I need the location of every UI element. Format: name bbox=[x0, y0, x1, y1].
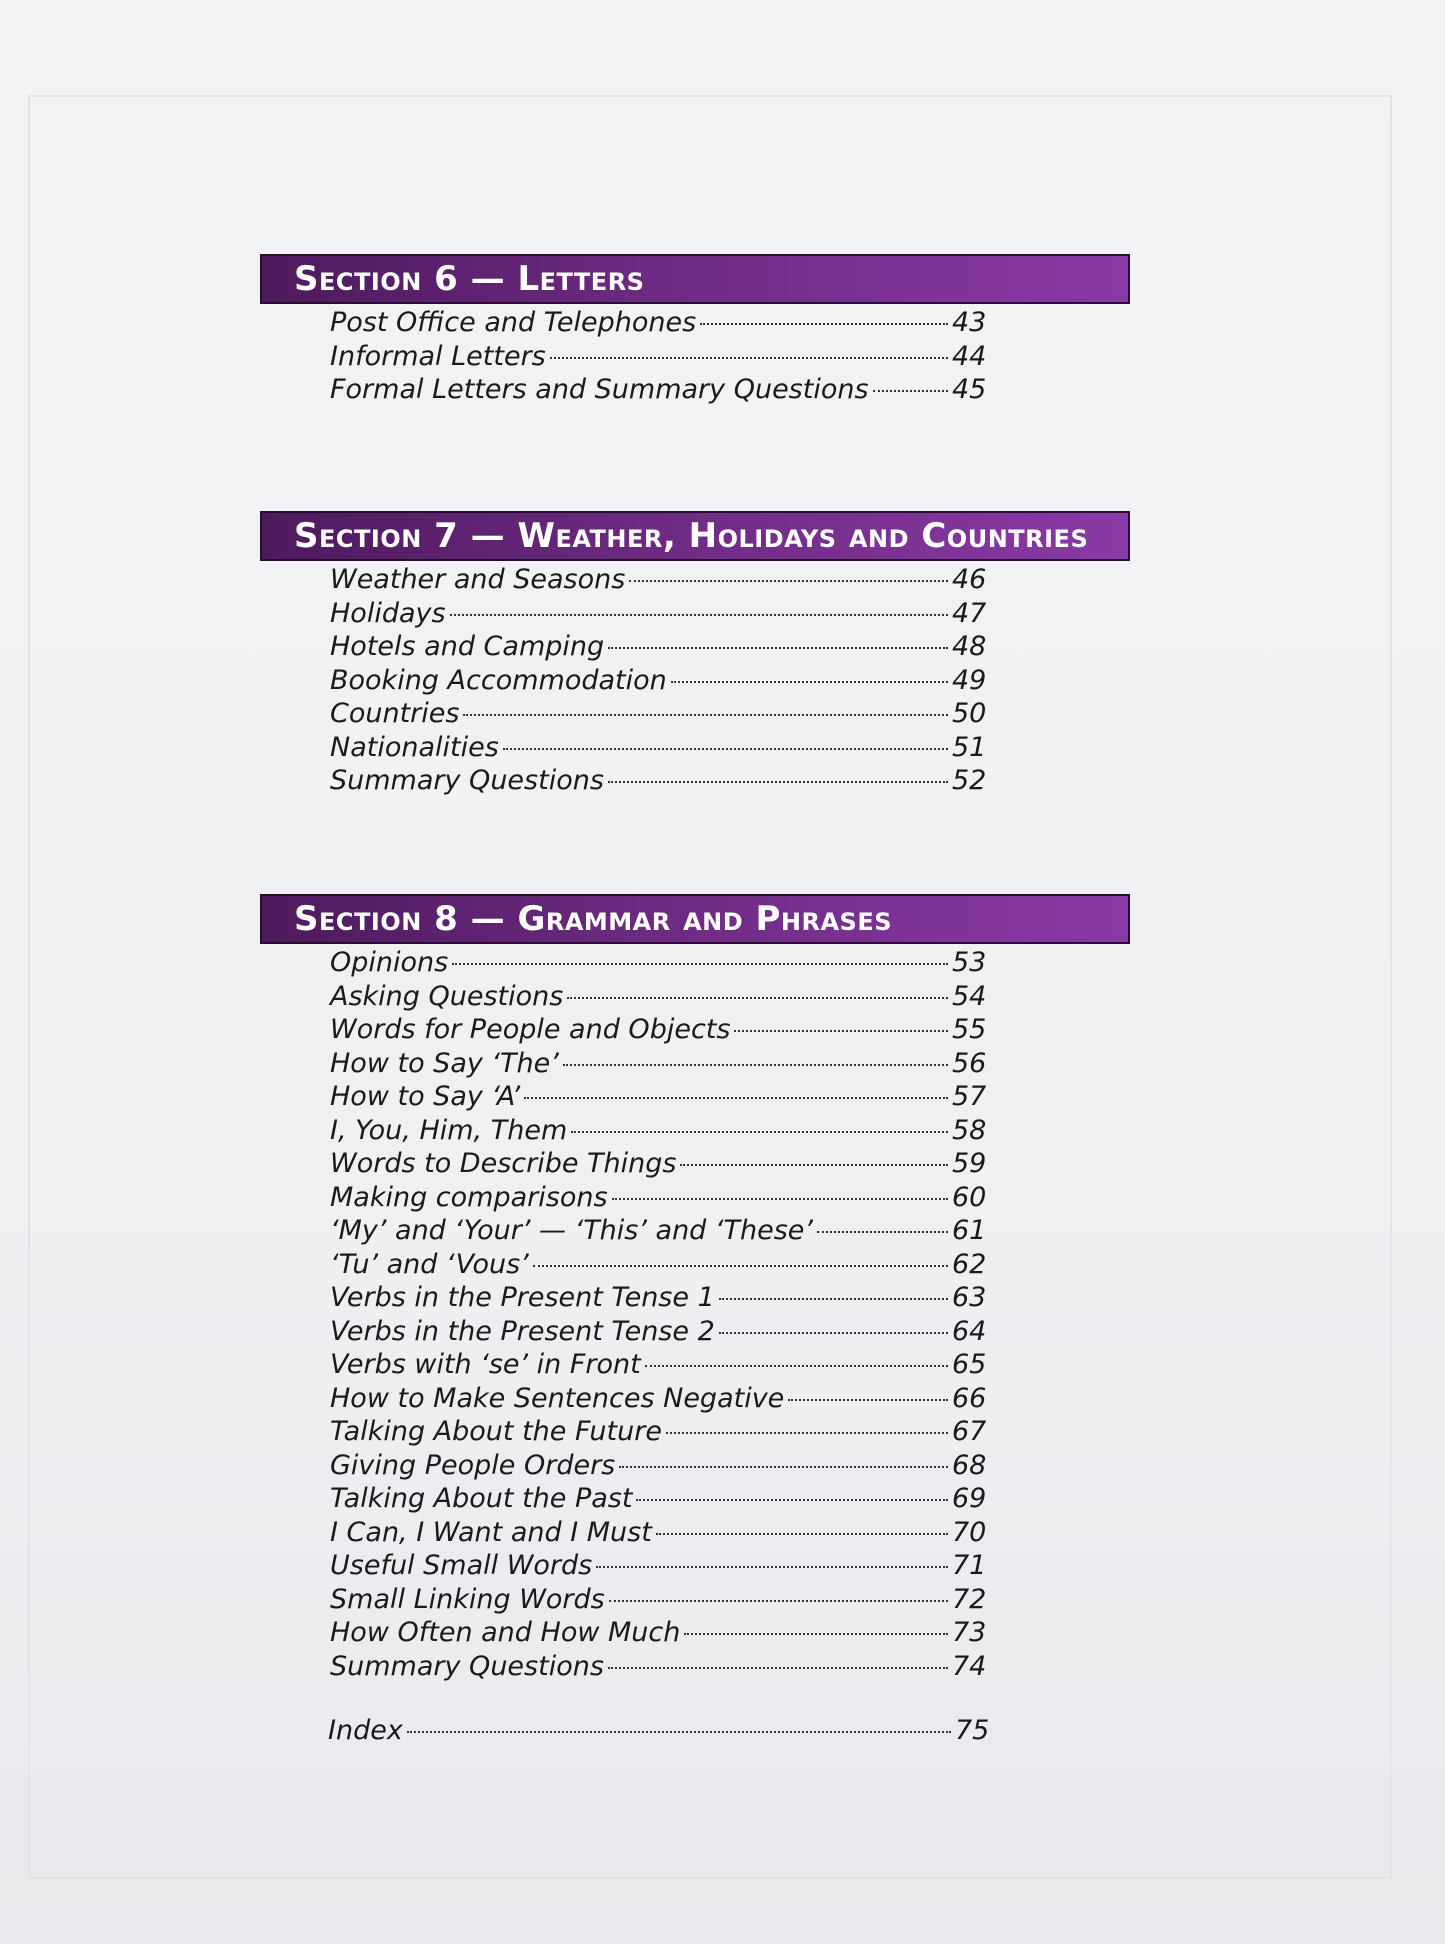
entry-page: 46 bbox=[952, 564, 987, 595]
section-heading: Section 6 — Letters bbox=[260, 254, 1130, 304]
entry-page: 74 bbox=[952, 1650, 987, 1682]
entry-page: 52 bbox=[952, 765, 987, 796]
toc-entry[interactable] bbox=[330, 665, 990, 699]
entry-title: Formal Letters and Summary Questions bbox=[330, 374, 869, 405]
section-entries bbox=[330, 564, 990, 799]
entry-page: 53 bbox=[952, 947, 987, 978]
dot-leader bbox=[608, 781, 948, 783]
section-heading: Section 8 — Grammar and Phrases bbox=[260, 894, 1130, 944]
toc-entry[interactable] bbox=[330, 1182, 990, 1216]
toc-entry[interactable] bbox=[330, 564, 990, 598]
toc-entry[interactable] bbox=[330, 1081, 990, 1115]
entry-title: Making comparisons bbox=[330, 1181, 608, 1213]
entry-page: 55 bbox=[952, 1014, 987, 1045]
toc-entry[interactable] bbox=[330, 698, 990, 732]
section-entries bbox=[330, 947, 990, 1684]
dot-leader bbox=[608, 1667, 948, 1669]
toc-entry[interactable] bbox=[330, 947, 990, 981]
toc-entry[interactable] bbox=[330, 1014, 990, 1048]
entry-page: 64 bbox=[952, 1315, 987, 1347]
section-6 bbox=[260, 254, 1130, 408]
entry-title: Countries bbox=[330, 698, 460, 729]
entry-page: 71 bbox=[952, 1550, 987, 1581]
entry-page: 70 bbox=[952, 1516, 987, 1548]
entry-page: 54 bbox=[952, 980, 987, 1012]
dot-leader bbox=[533, 1265, 948, 1267]
dot-leader bbox=[629, 580, 948, 582]
index-entry-wrapper bbox=[328, 1715, 993, 1749]
entry-title: Nationalities bbox=[330, 731, 499, 763]
dot-leader bbox=[636, 1499, 948, 1501]
entry-page: 45 bbox=[952, 374, 987, 405]
dot-leader bbox=[656, 1533, 948, 1535]
entry-page: 49 bbox=[952, 664, 987, 696]
entry-title: Summary Questions bbox=[330, 1650, 604, 1682]
dot-leader bbox=[463, 714, 948, 716]
entry-title: Post Office and Telephones bbox=[330, 307, 697, 338]
dot-leader bbox=[671, 681, 948, 683]
dot-leader bbox=[619, 1466, 948, 1468]
entry-page: 48 bbox=[952, 631, 987, 662]
entry-title: Talking About the Past bbox=[330, 1483, 633, 1514]
entry-page: 50 bbox=[952, 698, 987, 729]
entry-page: 75 bbox=[955, 1715, 990, 1746]
dot-leader bbox=[450, 614, 948, 616]
dot-leader bbox=[684, 1633, 948, 1635]
toc-entry[interactable] bbox=[330, 307, 990, 341]
entry-title: Small Linking Words bbox=[330, 1583, 605, 1615]
section-entries bbox=[330, 307, 990, 408]
toc-entry[interactable] bbox=[330, 1483, 990, 1517]
toc-entry[interactable] bbox=[330, 1383, 990, 1417]
entry-page: 57 bbox=[952, 1081, 987, 1112]
toc-entry[interactable] bbox=[330, 1249, 990, 1283]
entry-title: Weather and Seasons bbox=[330, 564, 626, 595]
toc-entry[interactable] bbox=[330, 1148, 990, 1182]
section-7 bbox=[260, 511, 1130, 799]
entry-title: Booking Accommodation bbox=[330, 664, 667, 696]
entry-page: 67 bbox=[952, 1416, 987, 1447]
toc-entry[interactable] bbox=[330, 1316, 990, 1350]
dot-leader bbox=[407, 1731, 951, 1733]
toc-entry[interactable] bbox=[330, 1584, 990, 1618]
entry-title: I, You, Him, Them bbox=[330, 1114, 568, 1146]
dot-leader bbox=[550, 357, 948, 359]
entry-title: How to Say ‘A’ bbox=[330, 1081, 521, 1112]
dot-leader bbox=[680, 1164, 948, 1166]
dot-leader bbox=[567, 997, 948, 999]
dot-leader bbox=[452, 963, 948, 965]
entry-page: 43 bbox=[952, 307, 987, 338]
dot-leader bbox=[645, 1365, 948, 1367]
entry-title: Asking Questions bbox=[330, 980, 564, 1012]
entry-title: Verbs in the Present Tense 2 bbox=[330, 1315, 715, 1347]
entry-title: Verbs in the Present Tense 1 bbox=[330, 1282, 715, 1313]
entry-title: ‘My’ and ‘Your’ — ‘This’ and ‘These’ bbox=[330, 1215, 813, 1246]
entry-title: Giving People Orders bbox=[330, 1449, 616, 1481]
entry-title: Talking About the Future bbox=[330, 1416, 662, 1447]
entry-title: How to Say ‘The’ bbox=[330, 1047, 559, 1079]
toc-entry[interactable] bbox=[330, 765, 990, 799]
toc-entry[interactable] bbox=[330, 1115, 990, 1149]
index-entry[interactable] bbox=[328, 1715, 993, 1749]
dot-leader bbox=[719, 1332, 948, 1334]
dot-leader bbox=[524, 1097, 948, 1099]
dot-leader bbox=[571, 1131, 948, 1133]
dot-leader bbox=[700, 323, 948, 325]
toc-entry[interactable] bbox=[330, 598, 990, 632]
entry-page: 61 bbox=[952, 1215, 987, 1246]
dot-leader bbox=[612, 1198, 948, 1200]
entry-title: Index bbox=[328, 1715, 403, 1746]
toc-entry[interactable] bbox=[330, 981, 990, 1015]
entry-title: ‘Tu’ and ‘Vous’ bbox=[330, 1248, 529, 1280]
toc-entry[interactable] bbox=[330, 1450, 990, 1484]
entry-page: 69 bbox=[952, 1483, 987, 1514]
entry-page: 73 bbox=[952, 1617, 987, 1648]
toc-entry[interactable] bbox=[330, 374, 990, 408]
entry-page: 66 bbox=[952, 1382, 987, 1414]
toc-entry[interactable] bbox=[330, 1416, 990, 1450]
entry-title: How Often and How Much bbox=[330, 1617, 681, 1648]
toc-entry[interactable] bbox=[330, 1349, 990, 1383]
dot-leader bbox=[503, 748, 948, 750]
toc-entry[interactable] bbox=[330, 1517, 990, 1551]
entry-title: Summary Questions bbox=[330, 765, 604, 796]
section-heading: Section 7 — Weather, Holidays and Countries bbox=[260, 511, 1130, 561]
dot-leader bbox=[666, 1432, 948, 1434]
entry-title: Holidays bbox=[330, 597, 446, 629]
entry-title: Words for People and Objects bbox=[330, 1014, 731, 1045]
dot-leader bbox=[817, 1231, 948, 1233]
toc-entry[interactable] bbox=[330, 1651, 990, 1685]
dot-leader bbox=[563, 1064, 948, 1066]
dot-leader bbox=[609, 1600, 948, 1602]
entry-page: 65 bbox=[952, 1349, 987, 1380]
entry-page: 44 bbox=[952, 340, 987, 372]
entry-page: 59 bbox=[952, 1148, 987, 1179]
entry-page: 51 bbox=[952, 731, 987, 763]
entry-title: Opinions bbox=[330, 947, 449, 978]
entry-page: 58 bbox=[952, 1114, 987, 1146]
entry-page: 47 bbox=[952, 597, 987, 629]
entry-page: 56 bbox=[952, 1047, 987, 1079]
entry-title: Verbs with ‘se’ in Front bbox=[330, 1349, 641, 1380]
entry-page: 63 bbox=[952, 1282, 987, 1313]
toc-entry[interactable] bbox=[330, 1282, 990, 1316]
toc-entry[interactable] bbox=[330, 1048, 990, 1082]
dot-leader bbox=[608, 647, 948, 649]
section-8 bbox=[260, 894, 1130, 1684]
entry-title: Hotels and Camping bbox=[330, 631, 605, 662]
toc-entry[interactable] bbox=[330, 1550, 990, 1584]
toc-entry[interactable] bbox=[330, 732, 990, 766]
entry-title: Useful Small Words bbox=[330, 1550, 593, 1581]
dot-leader bbox=[788, 1399, 948, 1401]
entry-page: 72 bbox=[952, 1583, 987, 1615]
entry-title: Words to Describe Things bbox=[330, 1148, 677, 1179]
entry-page: 68 bbox=[952, 1449, 987, 1481]
toc-entry[interactable] bbox=[330, 1215, 990, 1249]
dot-leader bbox=[873, 390, 948, 392]
toc-entry[interactable] bbox=[330, 631, 990, 665]
dot-leader bbox=[734, 1030, 948, 1032]
dot-leader bbox=[719, 1298, 948, 1300]
entry-page: 60 bbox=[952, 1181, 987, 1213]
toc-entry[interactable] bbox=[330, 341, 990, 375]
entry-page: 62 bbox=[952, 1248, 987, 1280]
entry-title: How to Make Sentences Negative bbox=[330, 1382, 785, 1414]
toc-entry[interactable] bbox=[330, 1617, 990, 1651]
dot-leader bbox=[596, 1566, 948, 1568]
entry-title: I Can, I Want and I Must bbox=[330, 1516, 652, 1548]
entry-title: Informal Letters bbox=[330, 340, 546, 372]
